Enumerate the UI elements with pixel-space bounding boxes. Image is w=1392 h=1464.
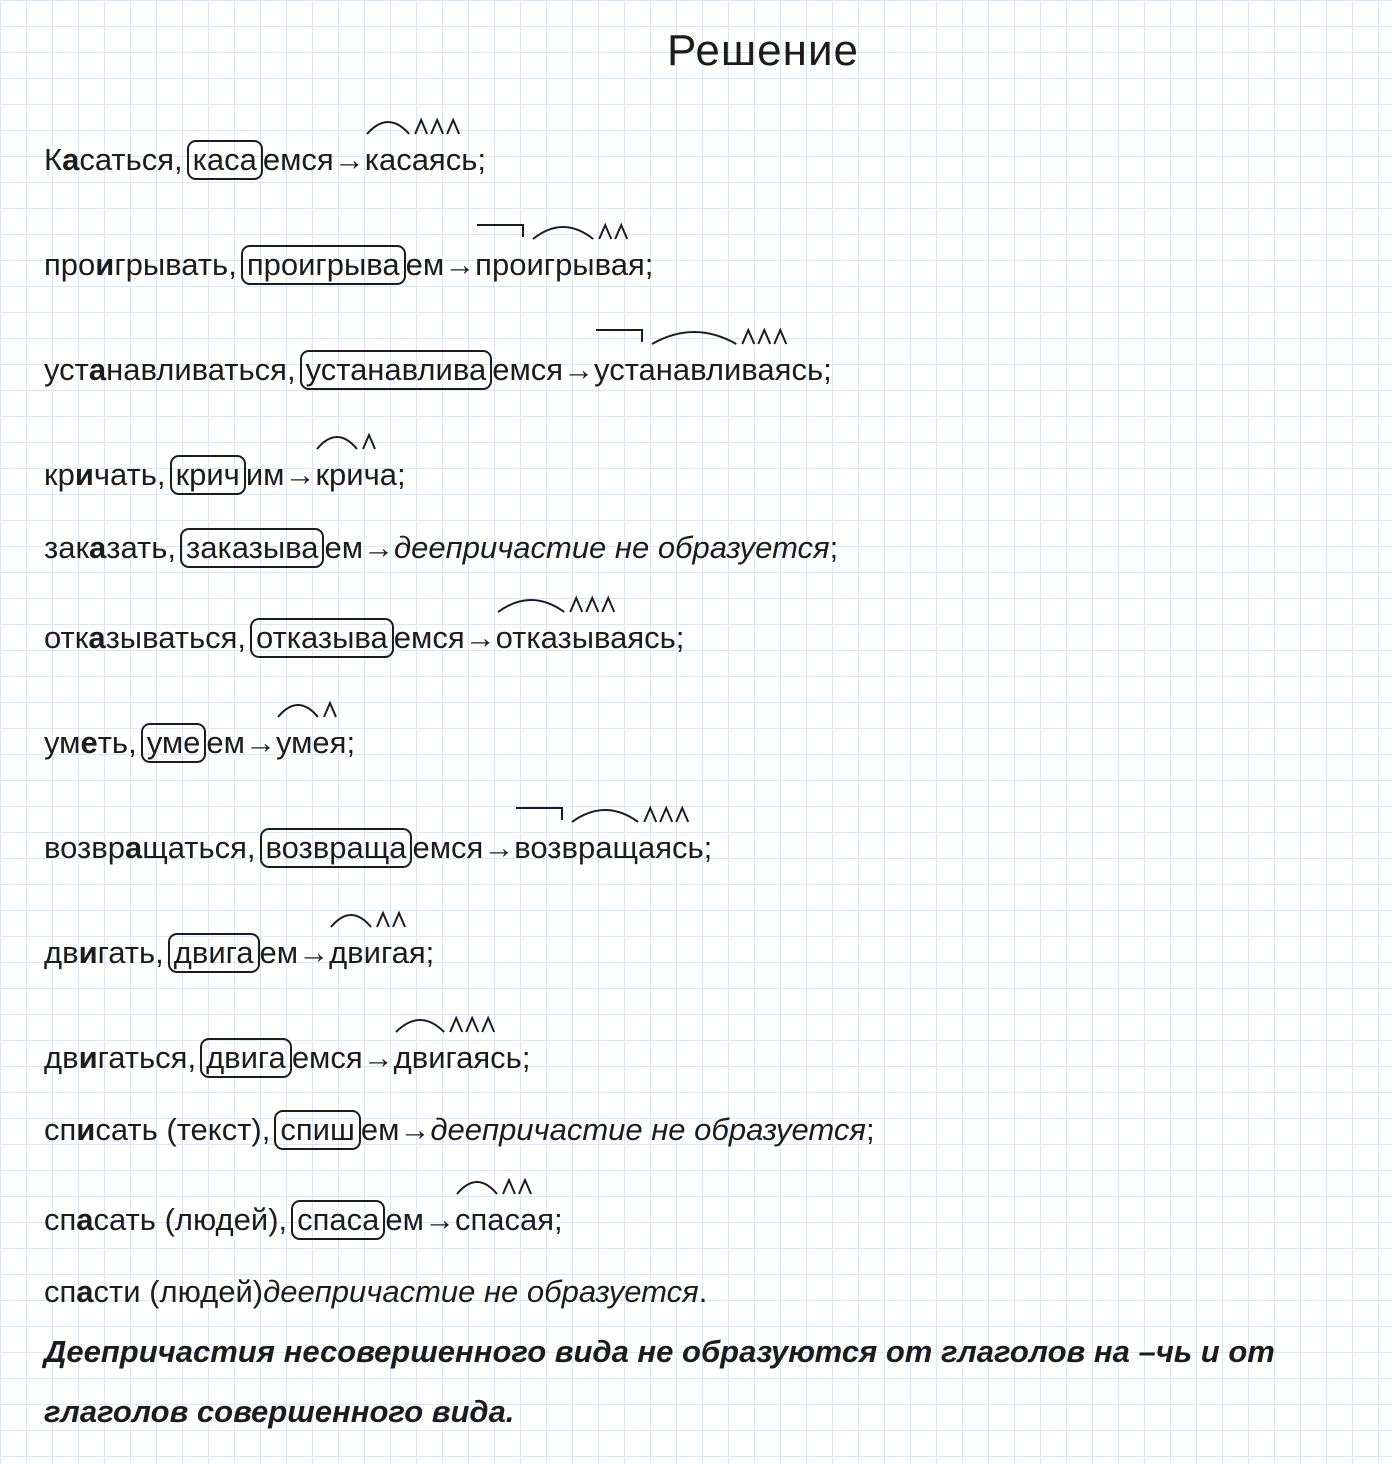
root-mark [457, 1182, 497, 1194]
infinitive-part: щаться, [142, 830, 256, 865]
gerund: спасая [455, 1200, 554, 1240]
suffix-mark [503, 1180, 515, 1194]
present-ending: емся [412, 830, 484, 865]
arrow: → [363, 530, 395, 565]
suffix-mark [363, 435, 375, 449]
suffix-mark [431, 120, 443, 134]
morpheme-marks [594, 320, 875, 352]
present-stem: уме [141, 723, 207, 763]
present-stem: двига [168, 933, 260, 973]
suffix-mark [415, 120, 427, 134]
gerund: крича [315, 455, 397, 495]
present-ending: ем [360, 1112, 400, 1147]
exercise-line [44, 1038, 530, 1078]
infinitive [44, 455, 166, 495]
morpheme-marks [455, 1170, 598, 1202]
infinitive-part: кр [44, 457, 75, 492]
suffix-mark [742, 330, 754, 344]
exercise-line [44, 1272, 707, 1312]
exercise-line [44, 245, 653, 285]
infinitive-part: К [44, 142, 63, 177]
gerund: умея [276, 723, 347, 763]
exercise-line [44, 350, 832, 390]
present-ending: им [245, 457, 285, 492]
root-mark [572, 810, 638, 822]
arrow: → [244, 725, 276, 760]
punctuation: ; [425, 935, 435, 970]
suffix-mark [570, 598, 582, 612]
stressed-vowel: и [76, 1112, 96, 1147]
root-mark [652, 332, 736, 344]
present-stem: спиш [274, 1110, 360, 1150]
present-stem: устанавлива [300, 350, 493, 390]
present-stem: заказыва [180, 528, 324, 568]
suffix-mark [599, 225, 611, 239]
punctuation: ; [675, 620, 685, 655]
morpheme-marks [329, 903, 472, 935]
gerund-note: деепричастие не образуется [263, 1274, 699, 1309]
morpheme-marks [394, 1008, 572, 1040]
morpheme-marks [276, 693, 385, 725]
root-mark [278, 705, 318, 717]
punctuation: ; [477, 142, 486, 177]
root-mark [533, 227, 593, 239]
infinitive-part: дв [44, 1040, 79, 1075]
arrow: → [483, 830, 515, 865]
suffix-mark [758, 330, 770, 344]
exercise-line [44, 1110, 875, 1150]
stressed-vowel: е [80, 725, 98, 760]
suffix-mark [324, 703, 336, 717]
stressed-vowel: и [78, 935, 98, 970]
infinitive-part: дв [44, 935, 79, 970]
arrow: → [464, 620, 496, 655]
gerund: возвращаясь [514, 828, 703, 868]
present-stem: каса [187, 140, 263, 180]
punctuation: ; [346, 725, 356, 760]
morpheme-marks [496, 588, 725, 620]
suffix-mark [586, 598, 598, 612]
present-ending: емся [492, 352, 564, 387]
conclusion-text: Деепричастия несовершенного вида не образуются от глаголов на –чь и от глаголов совершенного вида. [44, 1334, 1275, 1429]
present-ending: ем [405, 247, 445, 282]
infinitive-part: зать, [106, 530, 177, 565]
infinitive [44, 350, 296, 390]
infinitive-part: навливаться, [106, 352, 296, 387]
infinitive [44, 618, 246, 658]
arrow: → [423, 1202, 455, 1237]
infinitive [44, 528, 176, 568]
suffix-mark [774, 330, 786, 344]
arrow: → [298, 935, 330, 970]
infinitive-part: саться, [79, 142, 183, 177]
arrow: → [362, 1040, 394, 1075]
infinitive [44, 1200, 287, 1240]
stressed-vowel: и [95, 247, 115, 282]
punctuation: ; [703, 830, 713, 865]
present-ending: ем [259, 935, 299, 970]
suffix-mark [677, 808, 689, 822]
present-ending: ем [385, 1202, 424, 1237]
present-ending: емся [291, 1040, 363, 1075]
stressed-vowel: а [89, 530, 107, 565]
infinitive-part: ть, [97, 725, 137, 760]
present-stem: спаса [291, 1200, 385, 1240]
exercise-line [44, 455, 406, 495]
gerund: отказываясь [496, 618, 676, 658]
infinitive [44, 933, 164, 973]
punctuation: ; [823, 352, 832, 387]
gerund-note: деепричастие не образуется [430, 1112, 866, 1147]
infinitive [44, 245, 237, 285]
infinitive-part: сать (людей), [93, 1202, 288, 1237]
exercise-line [44, 723, 355, 763]
infinitive [44, 140, 183, 180]
infinitive-part: сп [44, 1202, 77, 1237]
page-title: Решение [666, 26, 859, 75]
infinitive-part: чать, [93, 457, 166, 492]
arrow: → [284, 457, 316, 492]
punctuation: ; [644, 247, 654, 282]
suffix-mark [602, 598, 614, 612]
prefix-mark [477, 225, 523, 237]
root-mark [317, 437, 357, 449]
infinitive-part: сти (людей) [93, 1274, 264, 1309]
exercise-line [44, 828, 712, 868]
infinitive-part: про [44, 247, 96, 282]
infinitive-part: сп [44, 1112, 77, 1147]
suffix-mark [377, 913, 389, 927]
stressed-vowel: а [124, 830, 143, 865]
suffix-mark [393, 913, 405, 927]
suffix-mark [482, 1018, 494, 1032]
arrow: → [444, 247, 476, 282]
gerund: устанавливаясь [594, 350, 823, 390]
gerund: двигая [329, 933, 426, 973]
morpheme-marks [365, 110, 525, 142]
arrow: → [333, 142, 365, 177]
arrow: → [563, 352, 595, 387]
gerund: двигаясь [394, 1038, 522, 1078]
present-ending: ем [324, 530, 364, 565]
root-mark [498, 600, 564, 612]
present-stem: крич [170, 455, 246, 495]
root-mark [396, 1020, 444, 1032]
root-mark [367, 122, 409, 134]
morpheme-marks [514, 798, 743, 830]
stressed-vowel: а [76, 1202, 94, 1237]
infinitive-part: зываться, [105, 620, 247, 655]
prefix-mark [596, 330, 642, 342]
punctuation: ; [865, 1112, 875, 1147]
present-ending: емся [393, 620, 465, 655]
suffix-mark [615, 225, 627, 239]
infinitive-part: возвр [44, 830, 125, 865]
suffix-mark [645, 808, 657, 822]
gerund: проигрывая [475, 245, 645, 285]
infinitive-part: ум [44, 725, 81, 760]
prefix-mark [516, 808, 562, 820]
arrow: → [399, 1112, 431, 1147]
infinitive-part: сать (текст), [95, 1112, 271, 1147]
stressed-vowel: а [88, 620, 106, 655]
gerund: касаясь [365, 140, 478, 180]
present-stem: отказыва [250, 618, 394, 658]
punctuation: ; [397, 457, 406, 492]
exercise-line [44, 1200, 563, 1240]
present-stem: проигрыва [241, 245, 406, 285]
exercise-line [44, 528, 838, 568]
suffix-mark [450, 1018, 462, 1032]
suffix-mark [519, 1180, 531, 1194]
stressed-vowel: а [62, 142, 80, 177]
stressed-vowel: а [76, 1274, 94, 1309]
punctuation: ; [521, 1040, 531, 1075]
exercise-line [44, 140, 486, 180]
exercise-line [44, 933, 434, 973]
infinitive-part: гать, [97, 935, 164, 970]
root-mark [331, 915, 371, 927]
present-ending: ем [206, 725, 245, 760]
stressed-vowel: а [88, 352, 107, 387]
gerund-note: деепричастие не образуется [394, 530, 830, 565]
exercise-line [44, 618, 684, 658]
infinitive-part: зак [44, 530, 90, 565]
suffix-mark [466, 1018, 478, 1032]
infinitive [44, 723, 137, 763]
present-ending: емся [262, 142, 334, 177]
suffix-mark [661, 808, 673, 822]
infinitive-part: уст [44, 352, 89, 387]
infinitive-part: сп [44, 1274, 77, 1309]
morpheme-marks [315, 425, 441, 457]
punctuation: . [698, 1274, 708, 1309]
infinitive [44, 1038, 196, 1078]
infinitive [44, 1110, 270, 1150]
infinitive [44, 828, 256, 868]
infinitive [44, 1272, 263, 1312]
stressed-vowel: и [78, 1040, 98, 1075]
infinitive-part: грывать, [114, 247, 237, 282]
present-stem: возвраща [260, 828, 413, 868]
infinitive-part: гаться, [97, 1040, 197, 1075]
stressed-vowel: и [74, 457, 94, 492]
morpheme-marks [475, 215, 687, 247]
punctuation: ; [554, 1202, 563, 1237]
punctuation: ; [829, 530, 839, 565]
present-stem: двига [200, 1038, 292, 1078]
suffix-mark [447, 120, 459, 134]
infinitive-part: отк [44, 620, 89, 655]
